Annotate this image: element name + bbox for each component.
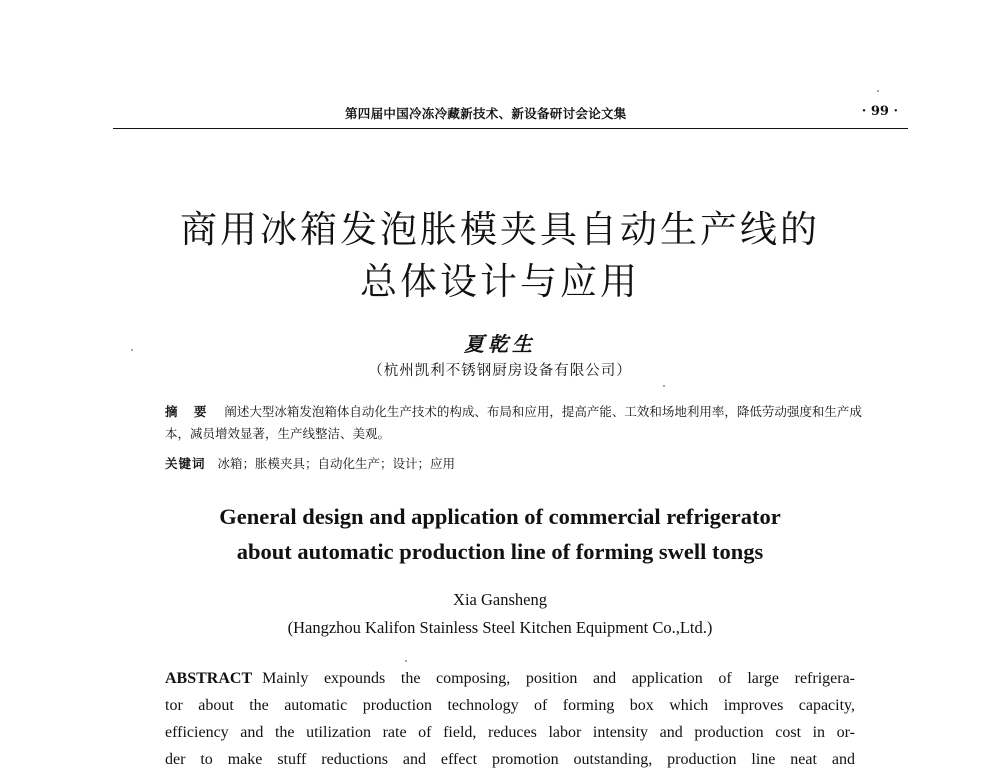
english-abstract-line-1 [165,665,855,692]
chinese-keywords-label: 关键词 [165,456,206,471]
running-header [113,100,908,124]
page-number: · 99 · [861,104,898,119]
chinese-title [0,204,1000,308]
scan-speck [131,349,133,351]
english-abstract-line-3: efficiency and the utilization rate of field, reduces labor intensity and production cost in or- [165,724,855,741]
chinese-abstract [165,401,865,445]
header-rule [113,128,908,129]
english-title [0,499,1000,569]
english-abstract-line-2: tor about the automatic production technology of forming box which improves capacity, [165,697,855,714]
english-abstract [165,665,855,773]
chinese-author: 夏乾生 [464,332,536,356]
english-title-line-1: General design and application of commercial refrigerator [219,504,781,529]
chinese-title-line-1: 商用冰箱发泡胀模夹具自动生产线的 [180,208,820,251]
english-author: Xia Gansheng [453,590,547,609]
chinese-abstract-text: 阐述大型冰箱发泡箱体自动化生产技术的构成、布局和应用，提高产能、工效和场地利用率，降低劳动强度和生产成本，减员增效显著，生产线整洁、美观。 [165,404,862,441]
scan-speck [663,385,665,387]
scan-speck [877,90,879,92]
chinese-keywords [165,453,865,475]
chinese-title-line-2: 总体设计与应用 [360,260,640,303]
chinese-abstract-label: 摘 要 [165,404,213,419]
english-abstract-line-1-text: Mainly expounds the composing, position and application of large refrigera- [262,670,855,687]
english-abstract-label: ABSTRACT [165,670,253,687]
running-title: 第四届中国冷冻冷藏新技术、新设备研讨会论文集 [345,106,627,121]
english-title-line-2: about automatic production line of forming swell tongs [236,539,764,564]
scan-speck [405,660,407,662]
english-abstract-line-4: der to make stuff reductions and effect promotion outstanding, production line neat and [165,751,855,768]
english-affiliation: (Hangzhou Kalifon Stainless Steel Kitchen Equipment Co.,Ltd.) [287,618,713,637]
chinese-keywords-text: 冰箱；胀模夹具；自动化生产；设计；应用 [217,456,456,471]
chinese-affiliation: （杭州凯利不锈钢厨房设备有限公司） [368,363,632,379]
